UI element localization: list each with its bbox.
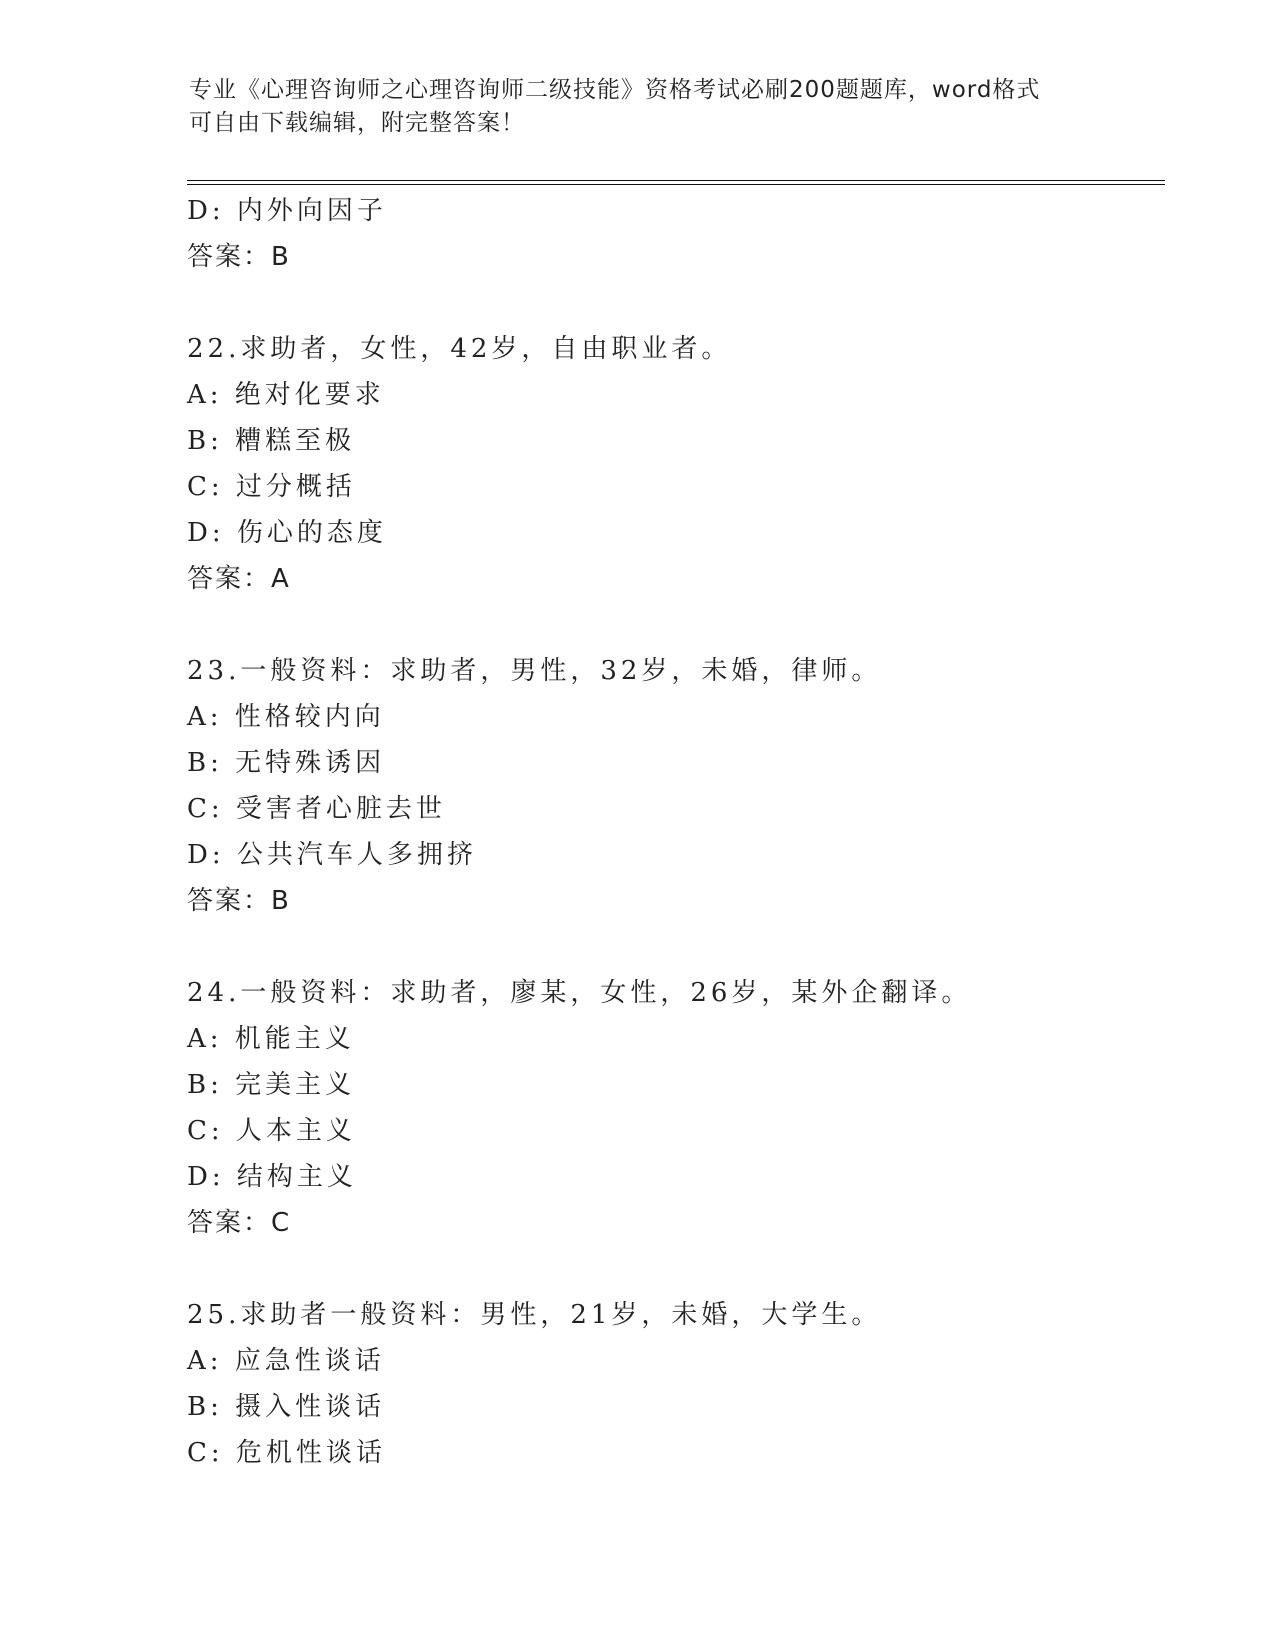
question-25 — [187, 1292, 1167, 1476]
option-c: C: 人本主义 — [187, 1116, 356, 1146]
question-22 — [187, 326, 1167, 602]
option-b: B: 无特殊诱因 — [187, 748, 386, 778]
header-line-2: 可自由下载编辑，附完整答案！ — [189, 110, 525, 136]
option-b: B: 完美主义 — [187, 1070, 356, 1100]
option-d: D: 结构主义 — [187, 1162, 357, 1192]
option-c: C: 危机性谈话 — [187, 1438, 386, 1468]
question-stem: 22.求助者，女性，42岁，自由职业者。 — [187, 334, 732, 364]
spacer — [187, 1246, 1167, 1292]
option-a: A: 性格较内向 — [187, 702, 385, 732]
question-stem: 24.一般资料：求助者，廖某，女性，26岁，某外企翻译。 — [187, 978, 972, 1008]
option-b: B: 摄入性谈话 — [187, 1392, 386, 1422]
header-divider-top — [187, 180, 1165, 181]
option-c: C: 受害者心脏去世 — [187, 794, 446, 824]
answer-line: 答案：C — [187, 1208, 292, 1238]
option-a: A: 绝对化要求 — [187, 380, 385, 410]
option-a: A: 机能主义 — [187, 1024, 355, 1054]
spacer — [187, 280, 1167, 326]
spacer — [187, 924, 1167, 970]
option-c: C: 过分概括 — [187, 472, 356, 502]
question-stem: 25.求助者一般资料：男性，21岁，未婚，大学生。 — [187, 1300, 882, 1330]
spacer — [187, 602, 1167, 648]
option-b: B: 糟糕至极 — [187, 426, 356, 456]
option-d: D: 公共汽车人多拥挤 — [187, 840, 477, 870]
answer-line: 答案：B — [187, 886, 291, 916]
question-24 — [187, 970, 1167, 1246]
answer-line: 答案：A — [187, 564, 291, 594]
header-line-1: 专业《心理咨询师之心理咨询师二级技能》资格考试必刷200题题库，word格式 — [189, 77, 1041, 103]
option-a: A: 应急性谈话 — [187, 1346, 385, 1376]
option-d: D: 伤心的态度 — [187, 518, 387, 548]
question-stem: 23.一般资料：求助者，男性，32岁，未婚，律师。 — [187, 656, 882, 686]
header-divider-bottom — [187, 184, 1165, 185]
question-23 — [187, 648, 1167, 924]
answer-line: 答案：B — [187, 242, 291, 272]
question-list — [187, 188, 1167, 1476]
option-d: D: 内外向因子 — [187, 196, 387, 226]
document-header — [189, 74, 1089, 140]
